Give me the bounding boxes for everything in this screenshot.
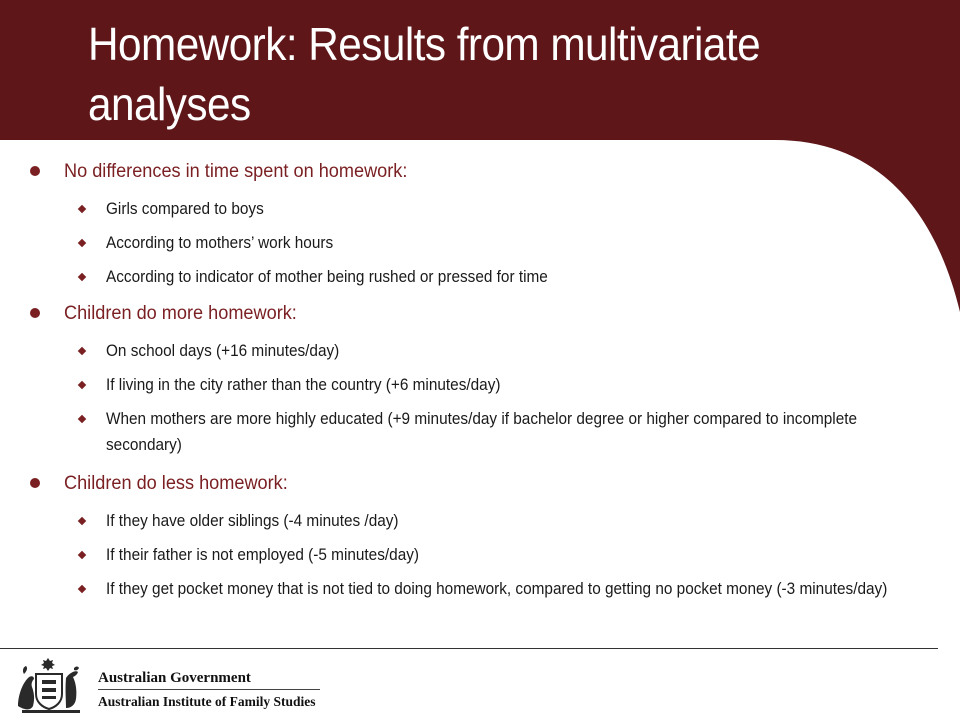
list-item: If they get pocket money that is not tied to doing homework, compared to getting no pocket money (-3 minutes/day) xyxy=(106,580,888,598)
coat-of-arms-icon xyxy=(12,654,90,716)
bullet-diamond-icon xyxy=(78,585,86,593)
section-heading: Children do less homework: xyxy=(64,472,288,494)
bullet-diamond-icon xyxy=(78,205,86,213)
bullet-diamond-icon xyxy=(78,347,86,355)
bullet-diamond-icon xyxy=(78,381,86,389)
bullet-dot-icon xyxy=(30,166,40,176)
bullet-diamond-icon xyxy=(78,273,86,281)
bullet-diamond-icon xyxy=(78,415,86,423)
bullet-diamond-icon xyxy=(78,517,86,525)
list-item: According to mothers’ work hours xyxy=(106,234,334,252)
bullet-dot-icon xyxy=(30,308,40,318)
list-item: If they have older siblings (-4 minutes /day) xyxy=(106,512,399,530)
bullet-dot-icon xyxy=(30,478,40,488)
slide-title: Homework: Results from multivariate analyses xyxy=(88,18,761,130)
list-item: If living in the city rather than the country (+6 minutes/day) xyxy=(106,376,501,394)
list-item: If their father is not employed (-5 minutes/day) xyxy=(106,546,420,564)
list-item: Girls compared to boys xyxy=(106,200,264,218)
org-primary-name: Australian Government xyxy=(98,670,251,686)
bullet-diamond-icon xyxy=(78,239,86,247)
section-heading: No differences in time spent on homework: xyxy=(64,160,408,182)
list-item: When mothers are more highly educated (+9 minutes/day if bachelor degree or higher compared to incomplete secondary) xyxy=(106,410,858,454)
bullet-diamond-icon xyxy=(78,551,86,559)
org-name-divider xyxy=(98,689,320,690)
list-item: On school days (+16 minutes/day) xyxy=(106,342,340,360)
org-secondary-name: Australian Institute of Family Studies xyxy=(98,694,316,709)
section-heading: Children do more homework: xyxy=(64,302,297,324)
list-item: According to indicator of mother being rushed or pressed for time xyxy=(106,268,548,286)
footer-divider xyxy=(0,648,938,649)
